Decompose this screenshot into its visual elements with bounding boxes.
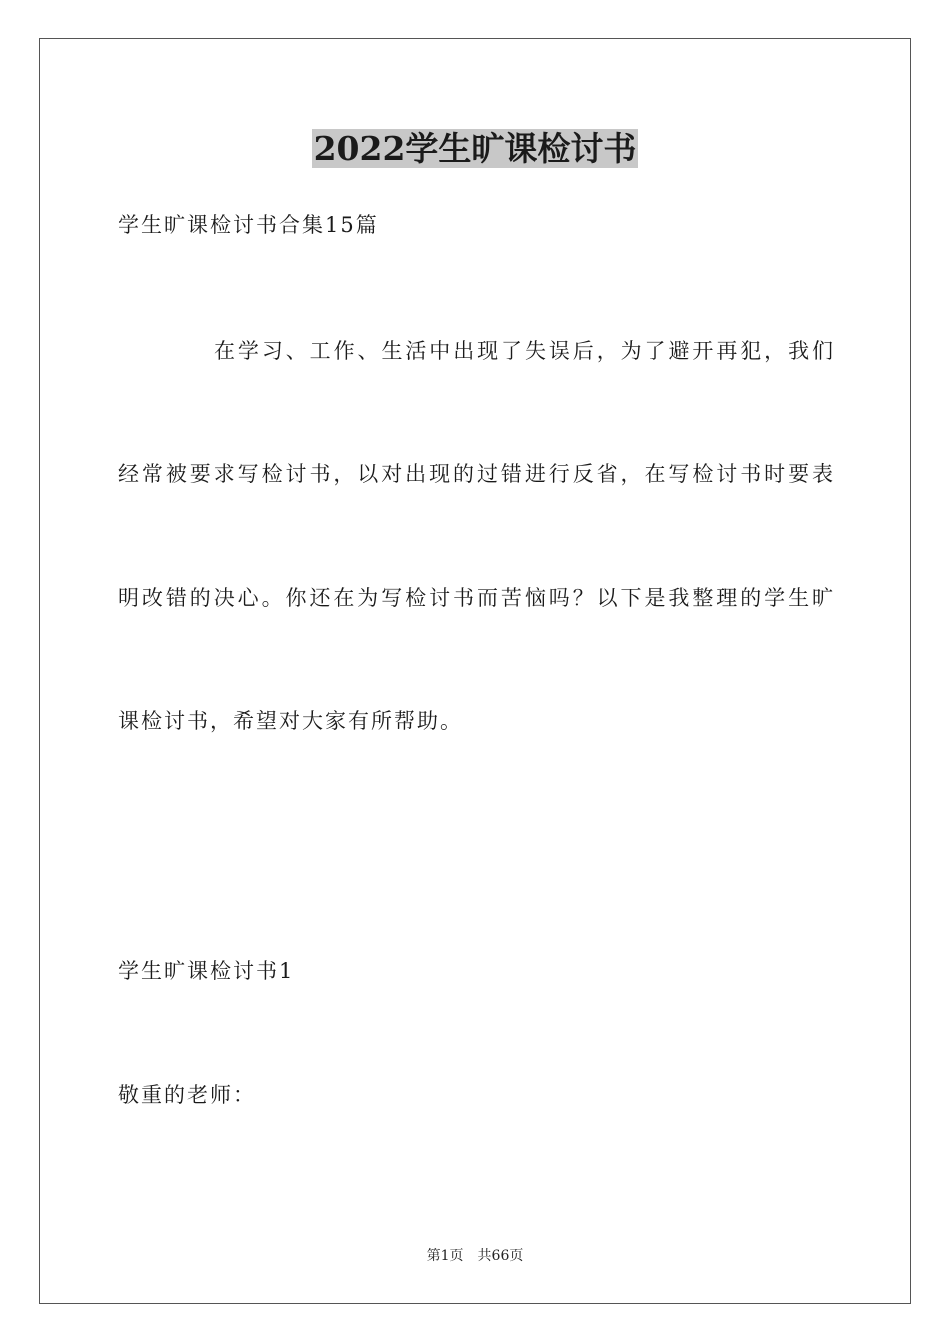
intro-line-4: 课检讨书，希望对大家有所帮助。 <box>118 709 463 733</box>
document-subtitle: 学生旷课检讨书合集15篇 <box>118 213 379 237</box>
salutation: 敬重的老师： <box>118 1083 256 1107</box>
page-total: 共66页 <box>477 1248 524 1264</box>
page-number: 第1页 <box>426 1248 464 1264</box>
intro-line-1: 在学习、工作、生活中出现了失误后，为了避开再犯，我们 <box>214 339 834 363</box>
page-footer <box>0 1246 950 1266</box>
document-title <box>0 126 950 172</box>
intro-line-3: 明改错的决心。你还在为写检讨书而苦恼吗？以下是我整理的学生旷 <box>118 586 834 610</box>
section-heading: 学生旷课检讨书1 <box>118 959 295 983</box>
document-title-text: 2022学生旷课检讨书 <box>313 129 637 168</box>
intro-line-2: 经常被要求写检讨书，以对出现的过错进行反省，在写检讨书时要表 <box>118 462 834 486</box>
